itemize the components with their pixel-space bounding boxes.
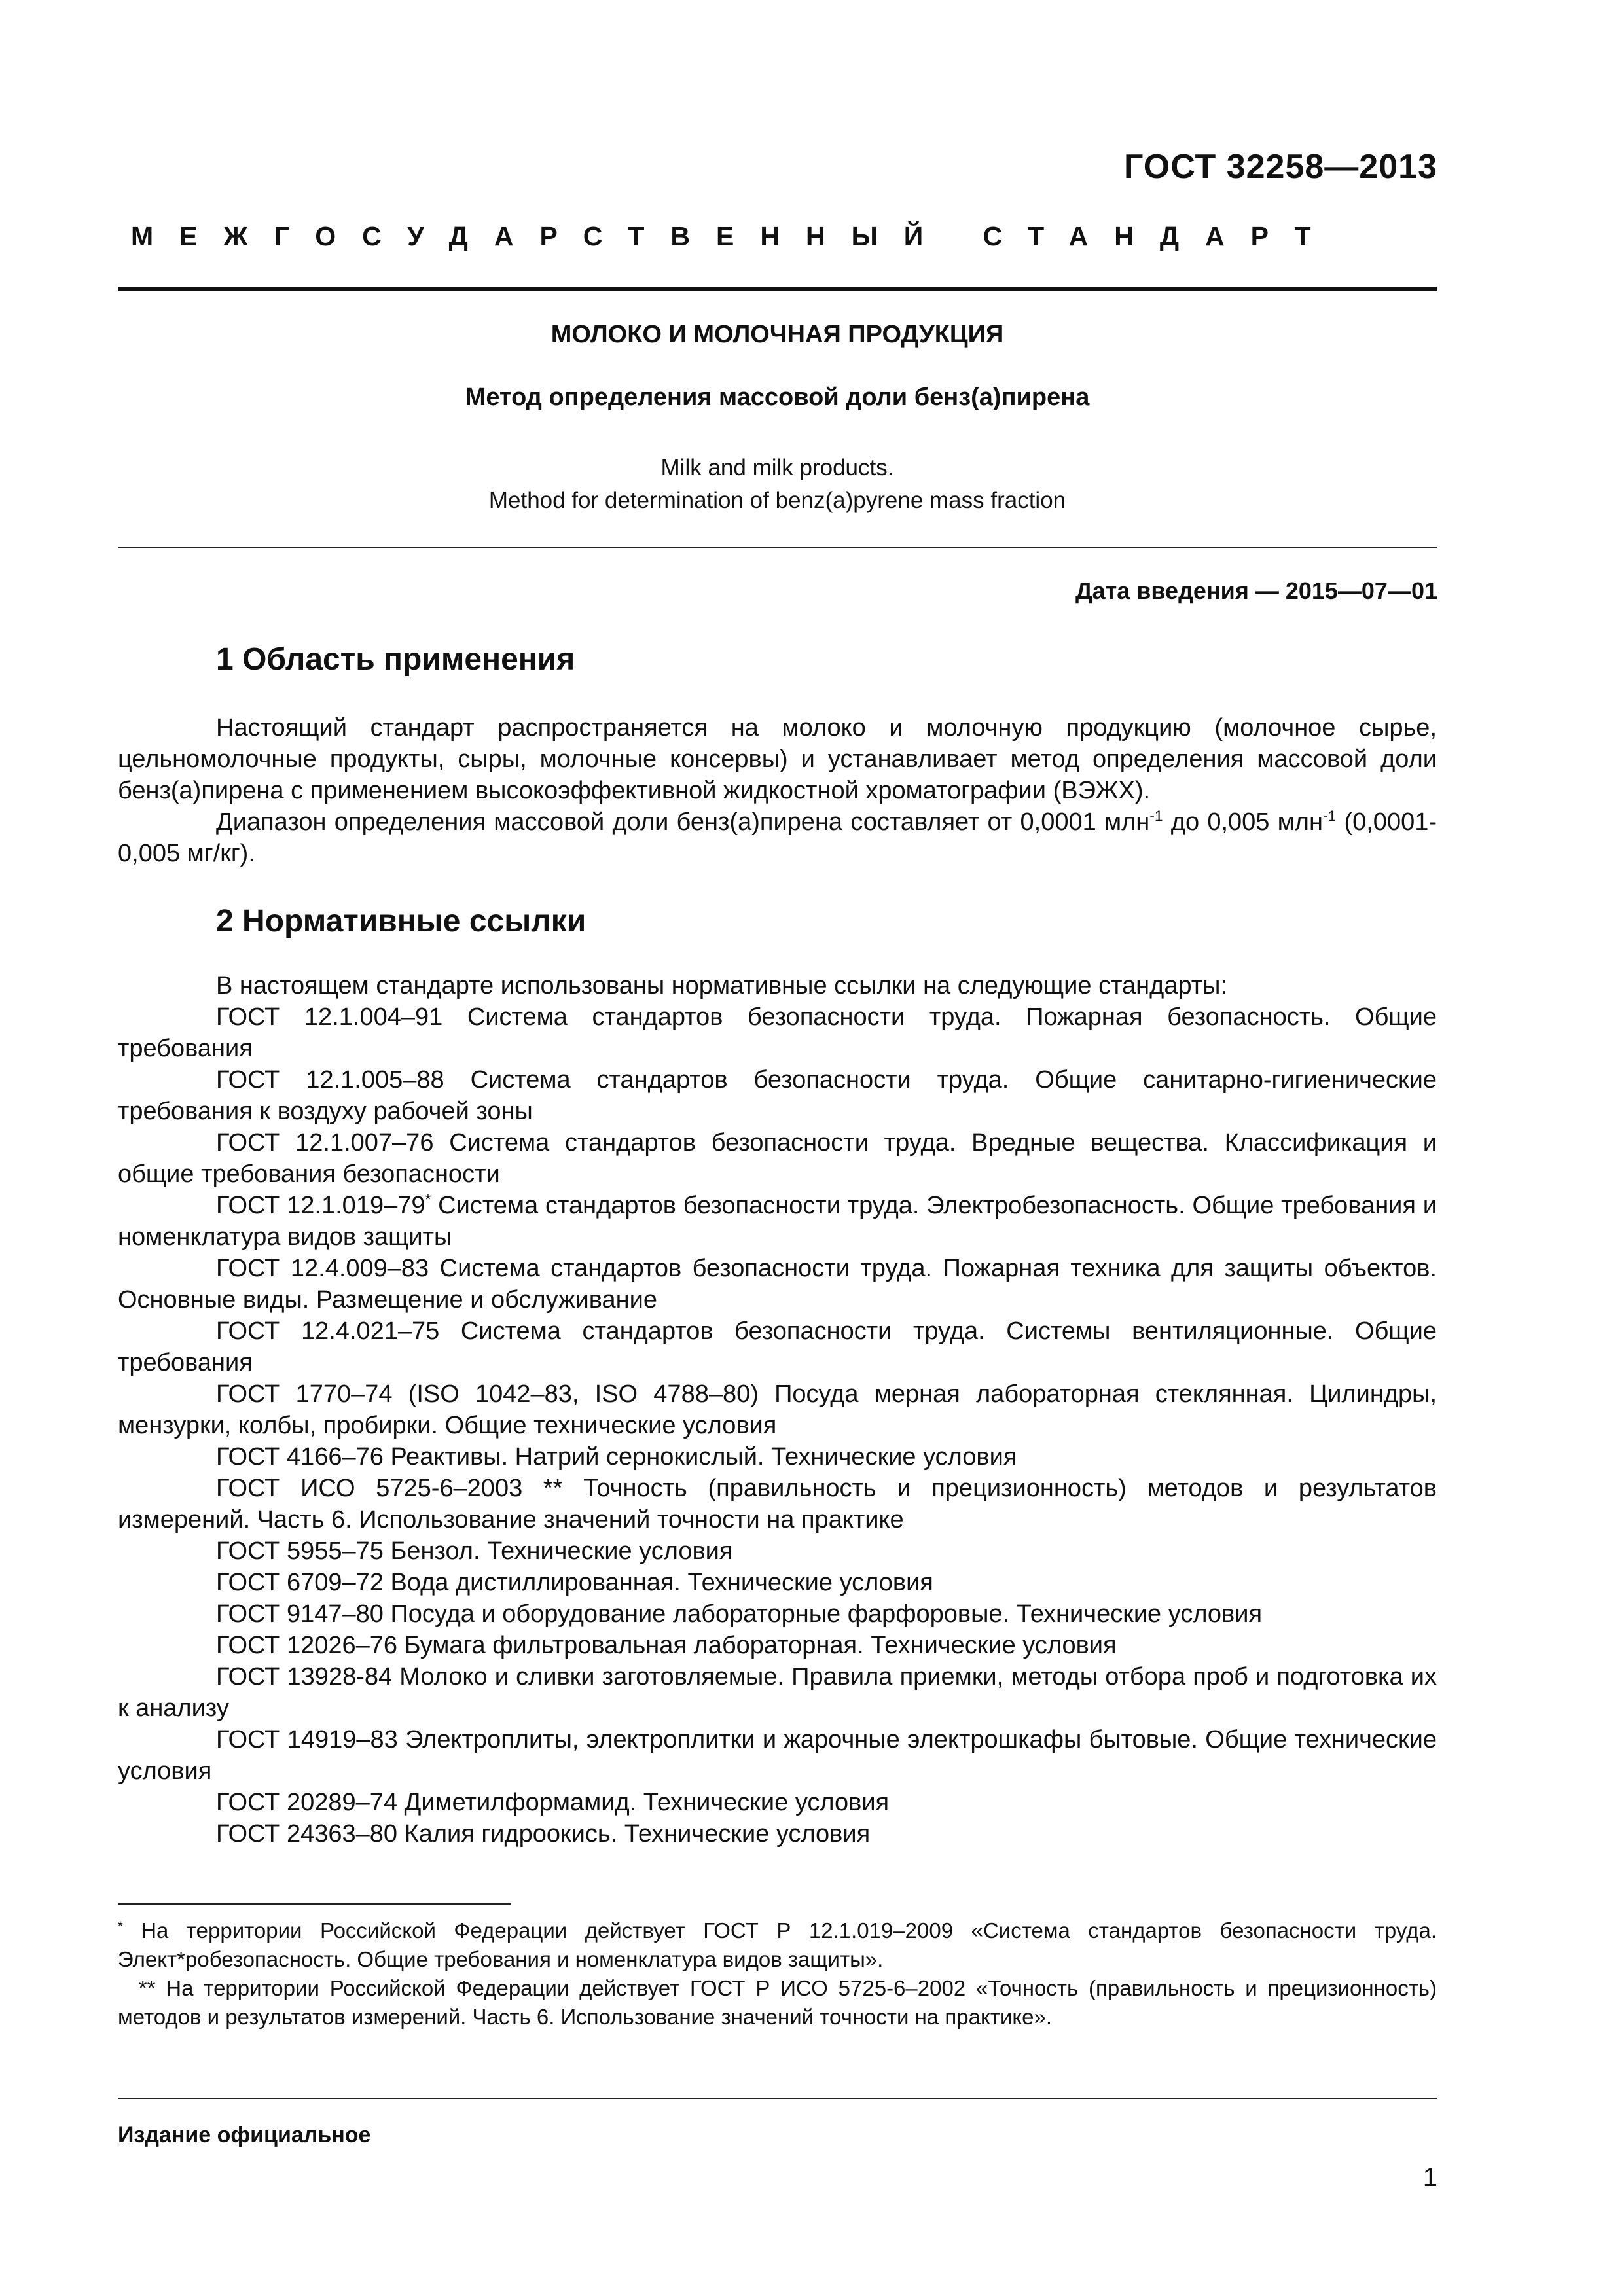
section-1-heading: 1 Область применения: [216, 642, 575, 677]
reference-item: ГОСТ 5955–75 Бензол. Технические условия: [216, 1537, 733, 1565]
document-title: МОЛОКО И МОЛОЧНАЯ ПРОДУКЦИЯ: [550, 321, 1004, 348]
english-title: [118, 452, 1437, 517]
reference-item: ГОСТ 24363–80 Калия гидроокись. Технические условия: [216, 1820, 871, 1848]
document-subtitle: Метод определения массовой доли бенз(а)пирена: [465, 384, 1090, 411]
reference-item: ГОСТ 12.1.005–88 Система стандартов безопасности труда. Общие санитарно-гигиенические требования к воздуху рабочей зоны: [118, 1066, 1437, 1125]
section-2-body: [118, 970, 1437, 1850]
reference-item: ГОСТ 6709–72 Вода дистиллированная. Технические условия: [216, 1569, 933, 1596]
range-paragraph: [118, 806, 1437, 869]
reference-item: ГОСТ 12.1.004–91 Система стандартов безопасности труда. Пожарная безопасность. Общие требования: [118, 1003, 1437, 1062]
english-title-line-2: Method for determination of benz(a)pyrene mass fraction: [488, 488, 1066, 513]
reference-item: ГОСТ 13928-84 Молоко и сливки заготовляемые. Правила приемки, методы отбора проб и подготовка их к анализу: [118, 1663, 1437, 1722]
reference-019-text: Система стандартов безопасности труда. Электробезопасность. Общие требования и номенклатура видов защиты: [118, 1192, 1437, 1251]
range-sup-2: -1: [1322, 807, 1337, 825]
scope-paragraph: Настоящий стандарт распространяется на молоко и молочную продукцию (молочное сырье, цельномолочные продукты, сыры, молочные консервы) и устанавливает метод определения массовой доли бенз(а)пирена с применением высокоэффективной жидкостной хроматографии (ВЭЖХ).: [118, 714, 1437, 804]
range-text-c: (0,0001-0,005 мг/кг).: [118, 808, 1437, 867]
footnote-1: [118, 1916, 1437, 1974]
interstate-standard-header: МЕЖГОСУДАРСТВЕННЫЙ СТАНДАРТ: [131, 221, 1337, 251]
references-intro: В настоящем стандарте использованы нормативные ссылки на следующие стандарты:: [216, 972, 1228, 999]
section-1-body: [118, 712, 1437, 869]
reference-item: [118, 1190, 1437, 1253]
english-title-line-1: Milk and milk products.: [660, 455, 894, 480]
reference-019-code: ГОСТ 12.1.019–79: [216, 1192, 425, 1219]
reference-item: ГОСТ 4166–76 Реактивы. Натрий сернокислый. Технические условия: [216, 1443, 1017, 1471]
reference-item: ГОСТ ИСО 5725-6–2003 ** Точность (правильность и прецизионность) методов и результатов измерений. Часть 6. Использование значений точности на практике: [118, 1475, 1437, 1534]
reference-item: ГОСТ 12.4.021–75 Система стандартов безопасности труда. Системы вентиляционные. Общие требования: [118, 1318, 1437, 1376]
page-number: 1: [1422, 2163, 1437, 2192]
reference-item: ГОСТ 12026–76 Бумага фильтровальная лабораторная. Технические условия: [216, 1632, 1117, 1659]
footnote-2: ** На территории Российской Федерации действует ГОСТ Р ИСО 5725-6–2002 «Точность (правильность и прецизионность) методов и результатов измерений. Часть 6. Использование значений точности на практике».: [118, 1976, 1443, 2029]
footnotes: [118, 1916, 1443, 2032]
reference-item: ГОСТ 14919–83 Электроплиты, электроплитки и жарочные электрошкафы бытовые. Общие технические условия: [118, 1726, 1437, 1785]
reference-item: ГОСТ 20289–74 Диметилформамид. Технические условия: [216, 1789, 890, 1816]
official-edition-label: Издание официальное: [118, 2123, 371, 2147]
range-sup-1: -1: [1149, 807, 1163, 825]
reference-item: ГОСТ 9147–80 Посуда и оборудование лабораторные фарфоровые. Технические условия: [216, 1600, 1263, 1628]
reference-019-footnote-mark: *: [425, 1191, 431, 1208]
footnote-1-text: На территории Российской Федерации действует ГОСТ Р 12.1.019–2009 «Система стандартов безопасности труда. Элект*робезопасность. Общие требования и номенклатура видов защиты».: [118, 1918, 1437, 1971]
footnote-rule: [118, 1903, 511, 1905]
footer-rule: [118, 2098, 1437, 2099]
reference-item: ГОСТ 1770–74 (ISO 1042–83, ISO 4788–80) Посуда мерная лабораторная стеклянная. Цилиндры, мензурки, колбы, пробирки. Общие технические условия: [118, 1380, 1437, 1439]
standard-code: ГОСТ 32258—2013: [1124, 148, 1437, 186]
range-text-a: Диапазон определения массовой доли бенз(а)пирена составляет от 0,0001 млн: [216, 808, 1150, 836]
title-rule: [118, 547, 1437, 548]
introduction-date: Дата введения — 2015—07—01: [1075, 577, 1437, 604]
range-text-b: до 0,005 млн: [1163, 808, 1323, 836]
reference-item: ГОСТ 12.1.007–76 Система стандартов безопасности труда. Вредные вещества. Классификация и общие требования безопасности: [118, 1129, 1437, 1188]
reference-item: ГОСТ 12.4.009–83 Система стандартов безопасности труда. Пожарная техника для защиты объектов. Основные виды. Размещение и обслуживание: [118, 1255, 1437, 1314]
section-2-heading: 2 Нормативные ссылки: [216, 904, 586, 939]
header-rule: [118, 287, 1437, 291]
footnote-1-mark: *: [118, 1919, 123, 1933]
